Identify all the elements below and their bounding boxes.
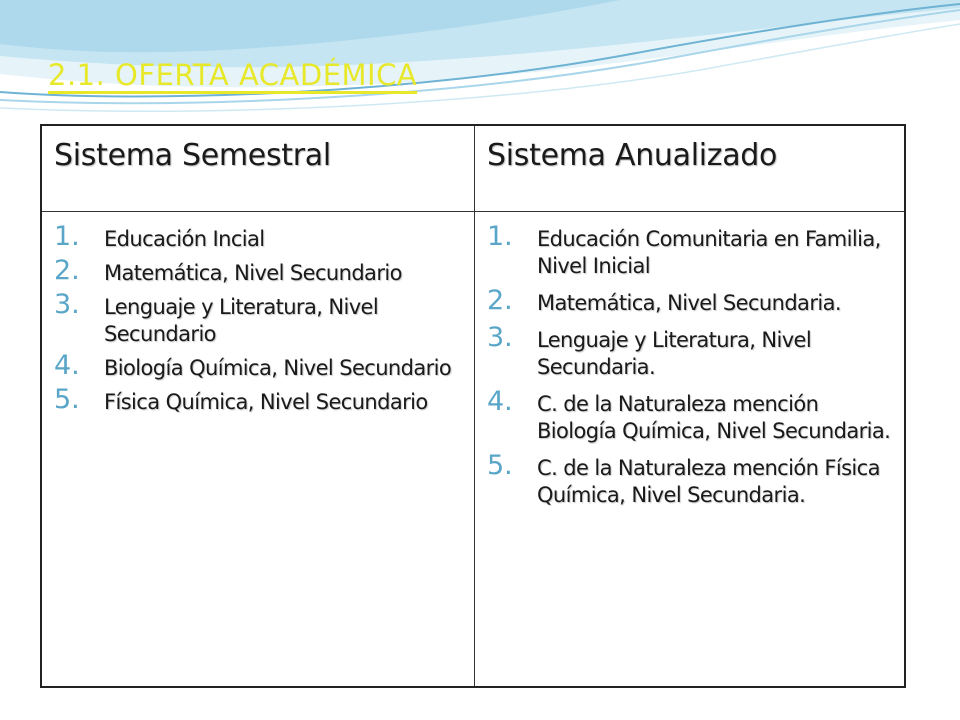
list-item-number: 2. — [54, 255, 80, 286]
semestral-program-cell — [42, 212, 475, 686]
list-item-text: Lenguaje y Literatura, Nivel Secundaria. — [537, 328, 812, 379]
list-item-text: Matemática, Nivel Secundaria. — [537, 291, 841, 315]
column-header-semestral: Sistema Semestral — [54, 138, 331, 173]
list-item-text: C. de la Naturaleza mención Física Química, Nivel Secundaria. — [537, 456, 880, 507]
list-item-text: Educación Incial — [104, 227, 265, 251]
list-item-number: 2. — [487, 285, 513, 316]
list-item — [487, 286, 896, 317]
list-item-number: 1. — [487, 221, 513, 252]
list-item — [487, 222, 896, 280]
list-item — [54, 351, 466, 382]
list-item — [487, 451, 896, 509]
academic-offer-table — [40, 124, 906, 688]
list-item-number: 5. — [487, 450, 513, 481]
header-cell-semestral — [42, 126, 475, 212]
anualizado-program-cell — [475, 212, 904, 686]
list-item — [487, 323, 896, 381]
list-item-text: Lenguaje y Literatura, Nivel Secundario — [104, 295, 379, 346]
list-item-number: 3. — [487, 322, 513, 353]
list-item-number: 4. — [487, 386, 513, 417]
list-item-number: 1. — [54, 221, 80, 252]
slide-title: 2.1. OFERTA ACADÉMICA — [48, 58, 418, 92]
list-item-number: 4. — [54, 350, 80, 381]
list-item-text: Matemática, Nivel Secundario — [104, 261, 402, 285]
anualizado-program-list — [475, 212, 904, 509]
list-item — [54, 222, 466, 253]
list-item-text: Física Química, Nivel Secundario — [104, 390, 428, 414]
semestral-program-list — [42, 212, 474, 416]
list-item-number: 5. — [54, 384, 80, 415]
list-item-text: Educación Comunitaria en Familia, Nivel Inicial — [537, 227, 881, 278]
column-header-anualizado: Sistema Anualizado — [487, 138, 778, 173]
list-item — [54, 385, 466, 416]
list-item-text: Biología Química, Nivel Secundario — [104, 356, 452, 380]
list-item — [54, 290, 466, 348]
list-item-text: C. de la Naturaleza mención Biología Química, Nivel Secundaria. — [537, 392, 891, 443]
list-item — [54, 256, 466, 287]
header-cell-anualizado — [475, 126, 904, 212]
list-item-number: 3. — [54, 289, 80, 320]
list-item — [487, 387, 896, 445]
